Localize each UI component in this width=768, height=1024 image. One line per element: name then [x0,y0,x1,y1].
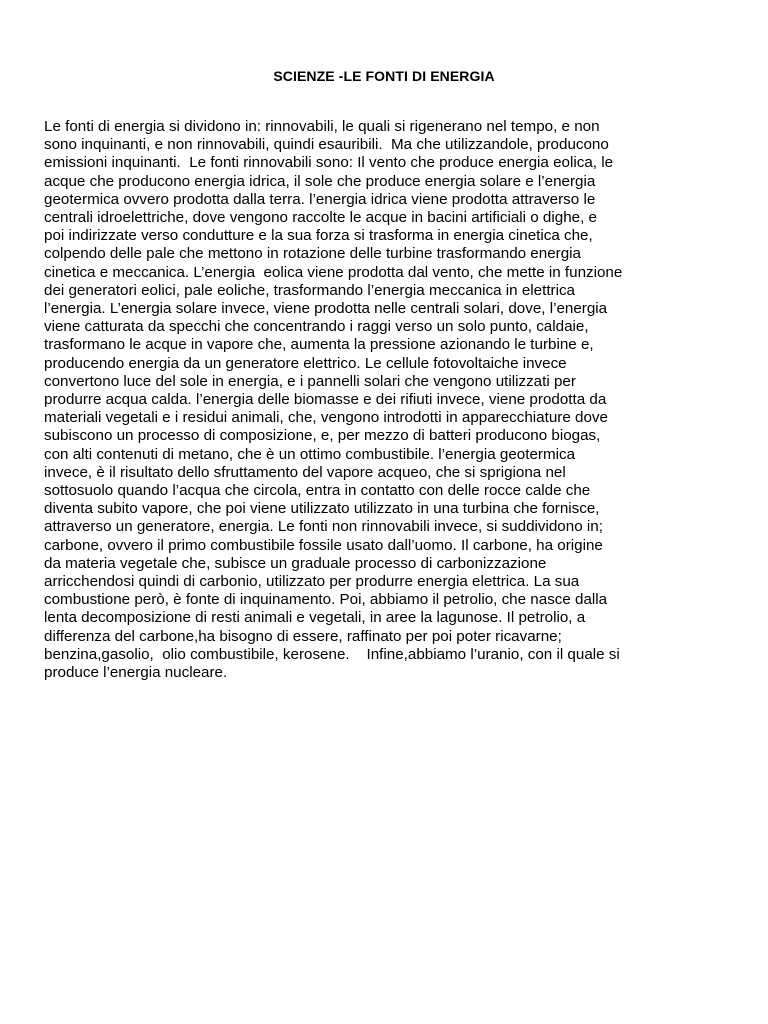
body-text-line: acque che producono energia idrica, il sole che produce energia solare e l’energia [44,172,596,190]
body-text-line: produce l’energia nucleare. [44,664,228,682]
body-text-line: subiscono un processo di composizione, e, per mezzo di batteri producono biogas, [44,427,601,445]
body-text-line: sottosuolo quando l’acqua che circola, entra in contatto con delle rocce calde che [44,482,591,500]
body-text-line: arricchendosi quindi di carbonio, utilizzato per produrre energia elettrica. La sua [44,573,580,591]
body-text-line: attraverso un generatore, energia. Le fonti non rinnovabili invece, si suddividono in; [44,518,603,536]
body-text-line: convertono luce del sole in energia, e i pannelli solari che vengono utilizzati per [44,372,576,390]
body-text-line: sono inquinanti, e non rinnovabili, quindi esauribili. Ma che utilizzandole, producono [44,136,609,154]
body-text-line: colpendo delle pale che mettono in rotazione delle turbine trasformando energia [44,245,581,263]
body-text-line: trasformano le acque in vapore che, aumenta la pressione azionando le turbine e, [44,336,594,354]
body-text-line: invece, è il risultato dello sfruttamento del vapore acqueo, che si sprigiona nel [44,463,566,481]
body-text-line: con alti contenuti di metano, che è un ottimo combustibile. l’energia geotermica [44,445,576,463]
body-text-line: benzina,gasolio, olio combustibile, kerosene. Infine,abbiamo l’uranio, con il quale si [44,645,620,663]
body-text-line: poi indirizzate verso condutture e la sua forza si trasforma in energia cinetica che, [44,227,593,245]
body-text-line: geotermica ovvero prodotta dalla terra. l’energia idrica viene prodotta attraverso le [44,190,596,208]
body-text-line: lenta decomposizione di resti animali e vegetali, in aree la lagunose. Il petrolio, a [44,609,586,627]
body-text-line: differenza del carbone,ha bisogno di essere, raffinato per poi poter ricavarne; [44,627,562,645]
document-body [44,118,764,682]
body-text-line: produrre acqua calda. l’energia delle biomasse e dei rifiuti invece, viene prodotta da [44,391,607,409]
document-title: SCIENZE -LE FONTI DI ENERGIA [273,68,495,84]
body-text-line: dei generatori eolici, pale eoliche, trasformando l’energia meccanica in elettrica [44,281,576,299]
body-text-line: cinetica e meccanica. L’energia eolica viene prodotta dal vento, che mette in funzione [44,263,623,281]
body-text-line: da materia vegetale che, subisce un graduale processo di carbonizzazione [44,554,547,572]
body-text-line: producendo energia da un generatore elettrico. Le cellule fotovoltaiche invece [44,354,567,372]
body-text-line: carbone, ovvero il primo combustibile fossile usato dall’uomo. Il carbone, ha origine [44,536,603,554]
body-text-line: Le fonti di energia si dividono in: rinnovabili, le quali si rigenerano nel tempo, e non [44,118,600,135]
body-text-line: emissioni inquinanti. Le fonti rinnovabili sono: Il vento che produce energia eolica, le [44,154,614,172]
body-text-line: viene catturata da specchi che concentrando i raggi verso un solo punto, caldaie, [44,318,589,336]
body-text-line: combustione però, è fonte di inquinamento. Poi, abbiamo il petrolio, che nasce dalla [44,591,608,609]
body-text-line: centrali idroelettriche, dove vengono raccolte le acque in bacini artificiali o dighe, e [44,209,597,227]
body-text-line: l’energia. L’energia solare invece, viene prodotta nelle centrali solari, dove, l’energia [44,300,608,318]
body-text-line: materiali vegetali e i residui animali, che, vengono introdotti in apparecchiature dove [44,409,608,427]
body-text-line: diventa subito vapore, che poi viene utilizzato utilizzato in una turbina che fornisce, [44,500,600,518]
